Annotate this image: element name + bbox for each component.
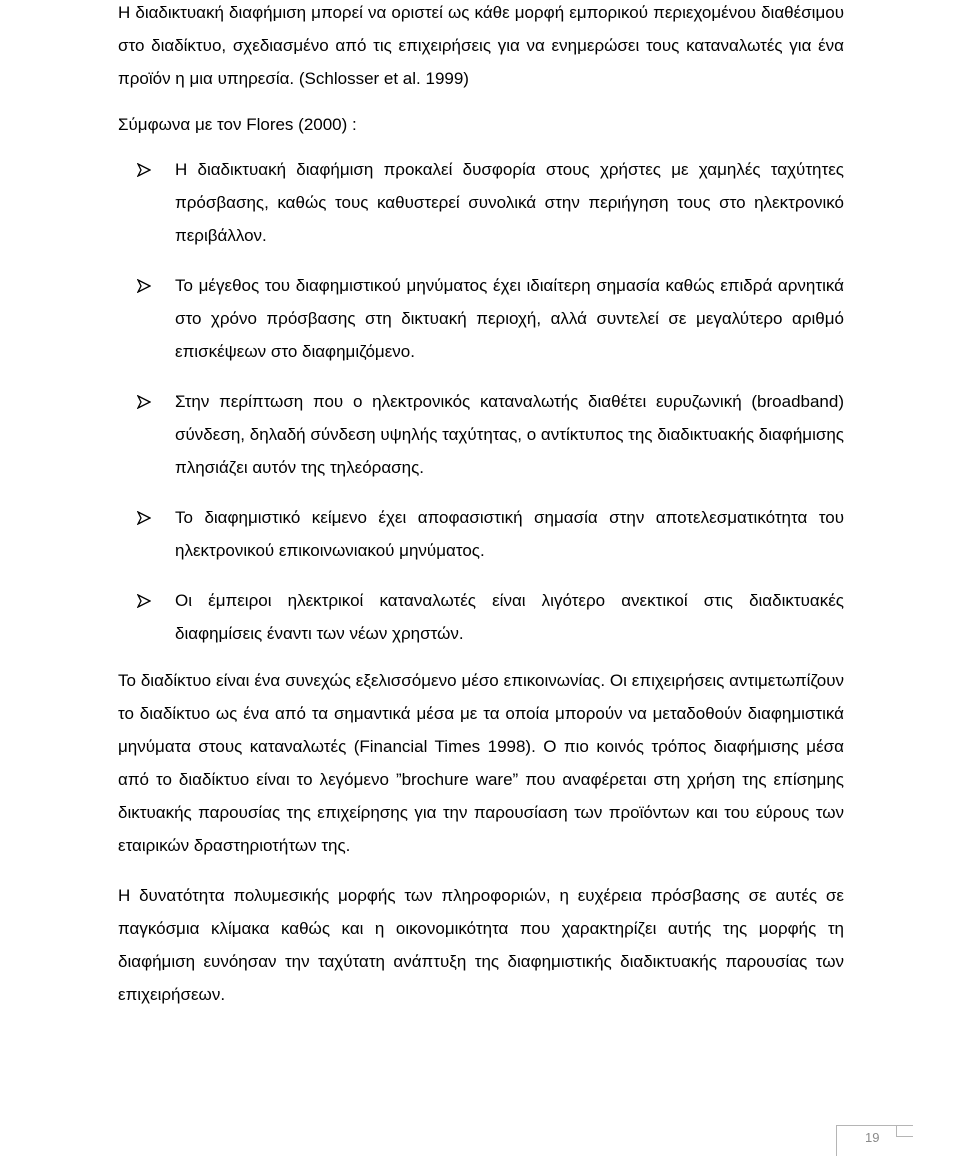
paragraph-multimedia: Η δυνατότητα πολυμεσικής μορφής των πληροφοριών, η ευχέρεια πρόσβασης σε αυτές σε παγκόσμια κλίμακα καθώς και η οικονομικότητα που χαρακτηρίζει αυτής της μορφής τη διαφήμιση ευνόησαν την ταχύτατη ανάπτυξη της διαφημιστικής διαδικτυακής παρουσίας των επιχειρήσεων. <box>118 886 844 1004</box>
bullet-text: Η διαδικτυακή διαφήμιση προκαλεί δυσφορία στους χρήστες με χαμηλές ταχύτητες πρόσβασης, καθώς τους καθυστερεί συνολικά στην περιήγηση τους στο ηλεκτρονικό περιβάλλον. <box>175 160 844 245</box>
document-page <box>118 0 844 1028</box>
list-item <box>118 584 844 650</box>
arrowhead-bullet-icon <box>137 511 151 525</box>
bullet-text: Στην περίπτωση που ο ηλεκτρονικός καταναλωτής διαθέτει ευρυζωνική (broadband) σύνδεση, δηλαδή σύνδεση υψηλής ταχύτητας, ο αντίκτυπος της διαδικτυακής διαφήμισης πλησιάζει αυτόν της τηλεόρασης. <box>175 392 844 477</box>
list-item <box>118 153 844 252</box>
list-item <box>118 269 844 368</box>
page-number: 19 <box>865 1130 880 1145</box>
page-number-box <box>836 1125 913 1156</box>
bullet-text: Οι έμπειροι ηλεκτρικοί καταναλωτές είναι λιγότερο ανεκτικοί στις διαδικτυακές διαφημίσεις έναντι των νέων χρηστών. <box>175 591 844 643</box>
bullet-list <box>118 153 844 650</box>
list-item <box>118 385 844 484</box>
list-item <box>118 501 844 567</box>
paragraph-internet: Το διαδίκτυο είναι ένα συνεχώς εξελισσόμενο μέσο επικοινωνίας. Οι επιχειρήσεις αντιμετωπίζουν το διαδίκτυο ως ένα από τα σημαντικά μέσα με τα οποία μπορούν να μεταδοθούν διαφημιστικά μηνύματα στους καταναλωτές (Financial Times 1998). Ο πιο κοινός τρόπος διαφήμισης μέσα από το διαδίκτυο είναι το λεγόμενο ”brochure ware” που αναφέρεται στη χρήση της επίσημης δικτυακής παρουσίας της επιχείρησης για την παρουσίαση των προϊόντων και του εύρους των εταιρικών δραστηριοτήτων της. <box>118 671 844 855</box>
bullet-text: Το μέγεθος του διαφημιστικού μηνύματος έχει ιδιαίτερη σημασία καθώς επιδρά αρνητικά στο χρόνο πρόσβασης στη δικτυακή περιοχή, αλλά συντελεί σε μεγαλύτερο αριθμό επισκέψεων στο διαφημιζόμενο. <box>175 276 844 361</box>
arrowhead-bullet-icon <box>137 395 151 409</box>
bullet-text: Το διαφημιστικό κείμενο έχει αποφασιστική σημασία στην αποτελεσματικότητα του ηλεκτρονικού επικοινωνιακού μηνύματος. <box>175 508 844 560</box>
according-line: Σύμφωνα με τον Flores (2000) : <box>118 115 357 134</box>
arrowhead-bullet-icon <box>137 279 151 293</box>
arrowhead-bullet-icon <box>137 594 151 608</box>
page-number-tab <box>896 1126 913 1137</box>
intro-paragraph: Η διαδικτυακή διαφήμιση μπορεί να οριστεί ως κάθε μορφή εμπορικού περιεχομένου διαθέσιμου στο διαδίκτυο, σχεδιασμένο από τις επιχειρήσεις για να ενημερώσει τους καταναλωτές για ένα προϊόν η μια υπηρεσία. (Schlosser et al. 1999) <box>118 3 844 88</box>
arrowhead-bullet-icon <box>137 163 151 177</box>
